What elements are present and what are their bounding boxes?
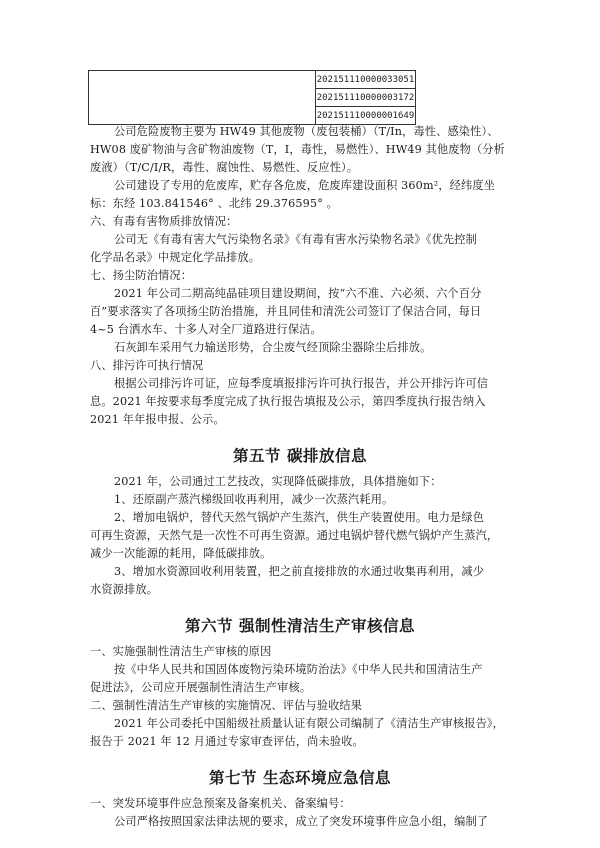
paragraph-line: 4~5 台洒水车、十多人对全厂道路进行保洁。	[90, 323, 322, 336]
section-heading: 一、实施强制性清洁生产审核的原因	[90, 645, 272, 658]
paragraph-line: 促进法》，公司应开展强制性清洁生产审核。	[90, 681, 312, 694]
paragraph-line: 公司无《有毒有害大气污染物名录》《有毒有害水污染物名录》《优先控制	[114, 233, 477, 246]
paragraph-line: 3、增加水资源回收利用装置，把之前直接排放的水通过收集再利用，减少	[114, 565, 485, 578]
section-heading: 二、强制性清洁生产审核的实施情况、评估与验收结果	[90, 699, 363, 712]
table-cell: 202151110000033051	[316, 71, 416, 89]
paragraph-line: 化学品名录》中规定化学品排放。	[90, 251, 261, 264]
paragraph-line: 2、增加电锅炉，替代天然气锅炉产生蒸汽，供生产装置使用。电力是绿色	[114, 511, 485, 524]
paragraph-line: 废液）（T/C/I/R，毒性、腐蚀性、易燃性、反应性）。	[90, 161, 359, 174]
paragraph-line: 息。2021 年按要求每季度完成了执行报告填报及公示，第四季度执行报告纳入	[90, 395, 486, 408]
paragraph-line: 公司严格按照国家法律法规的要求，成立了突发环境事件应急小组，编制了	[114, 815, 489, 828]
paragraph-line: 2021 年公司二期高纯晶硅项目建设期间，按“六不准、六必须、六个百分	[114, 287, 482, 300]
section-heading: 七、扬尘防治情况：	[90, 269, 193, 282]
paragraph-line: 根据公司排污许可证，应每季度填报排污许可执行报告，并公开排污许可信	[114, 377, 489, 390]
table-cell: 202151110000003172	[316, 89, 416, 107]
paragraph-line: 石灰卸车采用气力输送形势，合尘废气经顶除尘器除尘后排放。	[114, 341, 432, 354]
section-heading: 六、有毒有害物质排放情况：	[90, 215, 238, 228]
chapter-heading: 第六节 强制性清洁生产审核信息	[185, 617, 415, 635]
paragraph-line: 可再生资源，天然气是一次性不可再生资源。通过电锅炉替代燃气锅炉产生蒸汽，	[90, 529, 499, 542]
paragraph-line: 水资源排放。	[90, 583, 159, 596]
table-cell: 202151110000001649	[316, 107, 416, 125]
paragraph-line: 标：东经 103.841546° 、北纬 29.376595° 。	[90, 197, 338, 210]
chapter-heading: 第七节 生态环境应急信息	[209, 769, 391, 787]
permit-code-table	[88, 70, 416, 125]
paragraph-line: 百”要求落实了各项扬尘防治措施，并且同佳和清洗公司签订了保洁合同，每日	[90, 305, 482, 318]
paragraph-line: 按《中华人民共和国固体废物污染环境防治法》《中华人民共和国清洁生产	[114, 663, 483, 676]
paragraph-line: 1、还原副产蒸汽梯级回收再利用，减少一次蒸汽耗用。	[114, 493, 394, 506]
table-cell-blank	[89, 71, 316, 125]
paragraph-line: 2021 年年报申报、公示。	[90, 413, 225, 426]
chapter-heading: 第五节 碳排放信息	[233, 447, 367, 465]
paragraph-line: 报告于 2021 年 12 月通过专家审查评估，尚未验收。	[90, 735, 364, 748]
paragraph-line: 减少一次能源的耗用，降低碳排放。	[90, 547, 272, 560]
paragraph-line: 公司危险废物主要为 HW49 其他废物（废包装桶）（T/In，毒性、感染性）、	[114, 125, 499, 138]
section-heading: 八、排污许可执行情况	[90, 359, 204, 372]
paragraph-line: 2021 年，公司通过工艺技改，实现降低碳排放，具体措施如下：	[114, 475, 442, 488]
paragraph-line: HW08 废矿物油与含矿物油废物（T，I，毒性，易燃性）、HW49 其他废物（分析	[90, 143, 505, 156]
table-row	[89, 71, 416, 89]
paragraph-line: 公司建设了专用的危废库，贮存各危废，危废库建设面积 360m²，经纬度坐	[114, 179, 496, 192]
paragraph-line: 2021 年公司委托中国船级社质量认证有限公司编制了《清洁生产审核报告》，	[114, 717, 504, 730]
section-heading: 一、突发环境事件应急预案及备案机关、备案编号：	[90, 797, 351, 810]
